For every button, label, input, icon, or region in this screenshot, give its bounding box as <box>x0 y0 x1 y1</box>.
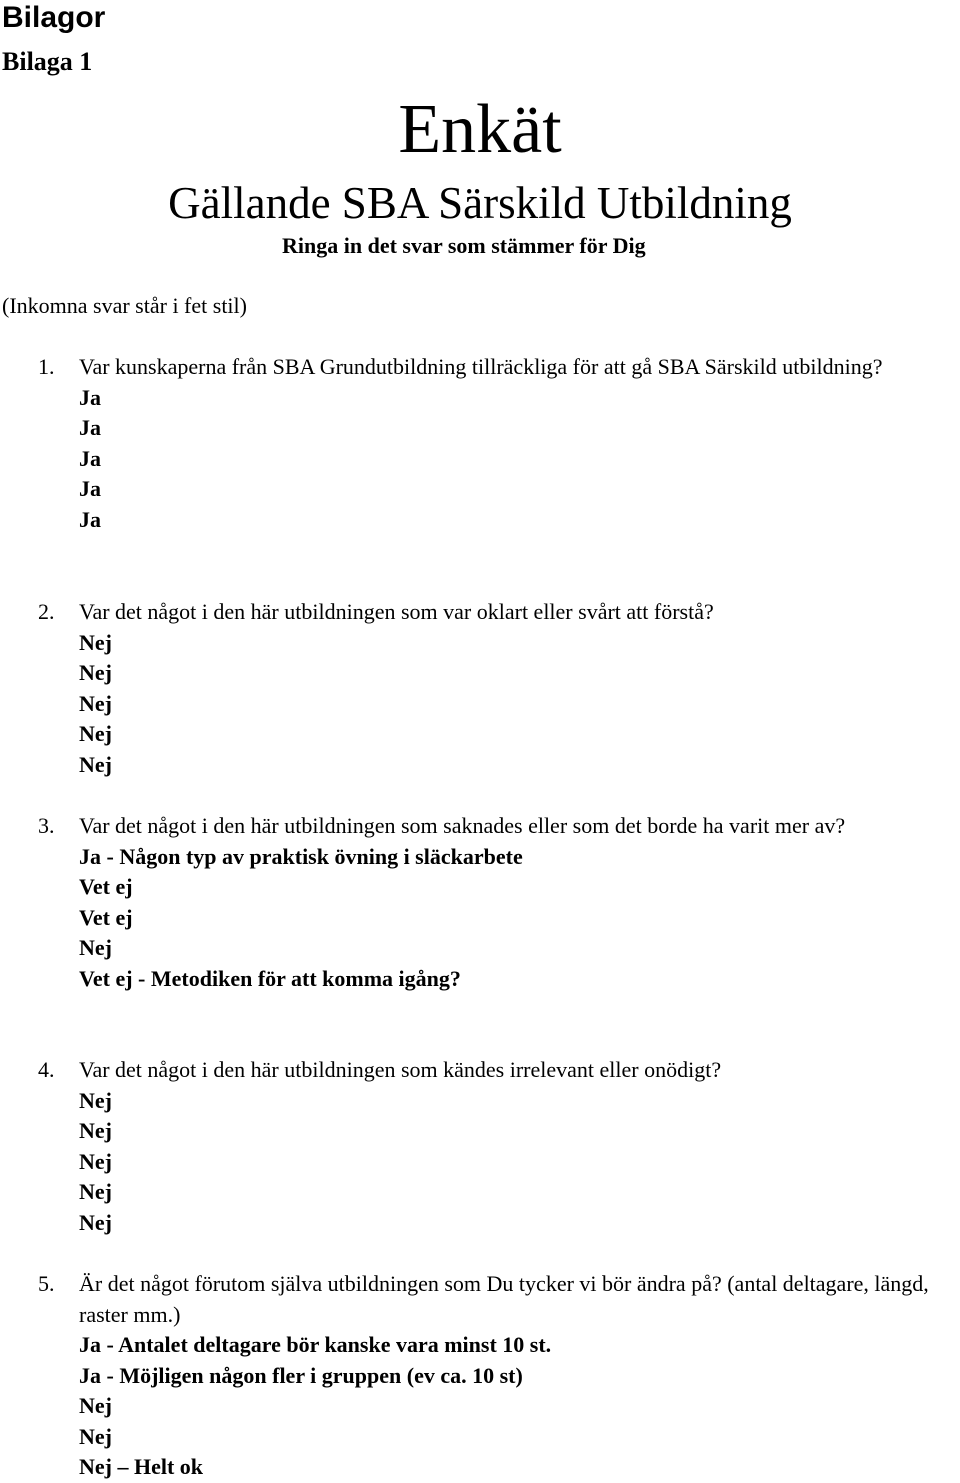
question-text: Är det något förutom själva utbildningen som Du tycker vi bör ändra på? (antal deltagare, längd, raster mm.) <box>79 1271 929 1327</box>
answer-list <box>79 1086 960 1239</box>
answer-item: Nej <box>79 1087 112 1113</box>
answer-item: Nej <box>79 660 112 685</box>
answer-item: Ja <box>79 506 101 532</box>
answer-item: Ja - Möjligen någon fler i gruppen (ev ca. 10 st) <box>79 1362 523 1388</box>
question-number: 2. <box>38 599 55 624</box>
answer-item: Ja <box>79 476 101 501</box>
question-number: 5. <box>38 1271 55 1296</box>
answer-list <box>79 383 960 536</box>
answer-item: Nej <box>79 1209 112 1235</box>
question-number: 1. <box>38 354 55 379</box>
answer-list <box>79 842 960 995</box>
answer-item: Vet ej <box>79 874 133 899</box>
question-number: 3. <box>38 813 55 838</box>
answer-list <box>79 628 960 781</box>
answer-item: Nej – Helt ok <box>79 1454 204 1479</box>
question-text: Var det något i den här utbildningen som saknades eller som det borde ha varit mer av? <box>79 813 846 838</box>
question-1 <box>0 352 960 597</box>
answer-item: Nej <box>79 721 112 746</box>
answer-list <box>79 1330 960 1483</box>
section-heading: Bilagor <box>2 1 106 34</box>
answer-item: Nej <box>79 1118 112 1143</box>
answer-item: Nej <box>79 751 112 777</box>
document-title: Enkät <box>398 91 562 168</box>
question-4 <box>0 1055 960 1269</box>
answer-item: Ja <box>79 445 101 471</box>
answer-item: Nej <box>79 690 112 716</box>
answer-item: Ja - Någon typ av praktisk övning i släckarbete <box>79 843 523 869</box>
answer-item: Nej <box>79 629 112 655</box>
answer-item: Nej <box>79 1423 112 1449</box>
responses-note: (Inkomna svar står i fet stil) <box>2 293 247 318</box>
answer-item: Nej <box>79 1179 112 1204</box>
document-subtitle: Gällande SBA Särskild Utbildning <box>168 178 792 228</box>
question-text: Var kunskaperna från SBA Grundutbildning tillräckliga för att gå SBA Särskild utbildning? <box>79 354 883 379</box>
question-2 <box>0 597 960 811</box>
answer-item: Ja <box>79 415 101 440</box>
answer-item: Nej <box>79 1148 112 1174</box>
answer-item: Ja - Antalet deltagare bör kanske vara minst 10 st. <box>79 1332 552 1357</box>
answer-item: Nej <box>79 1393 112 1418</box>
answer-item: Vet ej <box>79 904 133 930</box>
question-3 <box>0 811 960 1055</box>
answer-item: Nej <box>79 935 112 960</box>
appendix-title: Bilaga 1 <box>2 47 93 76</box>
question-text: Var det något i den här utbildningen som kändes irrelevant eller onödigt? <box>79 1057 722 1082</box>
question-number: 4. <box>38 1057 55 1082</box>
question-5 <box>0 1269 960 1483</box>
question-text: Var det något i den här utbildningen som var oklart eller svårt att förstå? <box>79 599 714 624</box>
survey-instruction: Ringa in det svar som stämmer för Dig <box>282 233 646 258</box>
answer-item: Vet ej - Metodiken för att komma igång? <box>79 965 461 991</box>
question-list <box>0 352 960 1483</box>
answer-item: Ja <box>79 384 101 410</box>
